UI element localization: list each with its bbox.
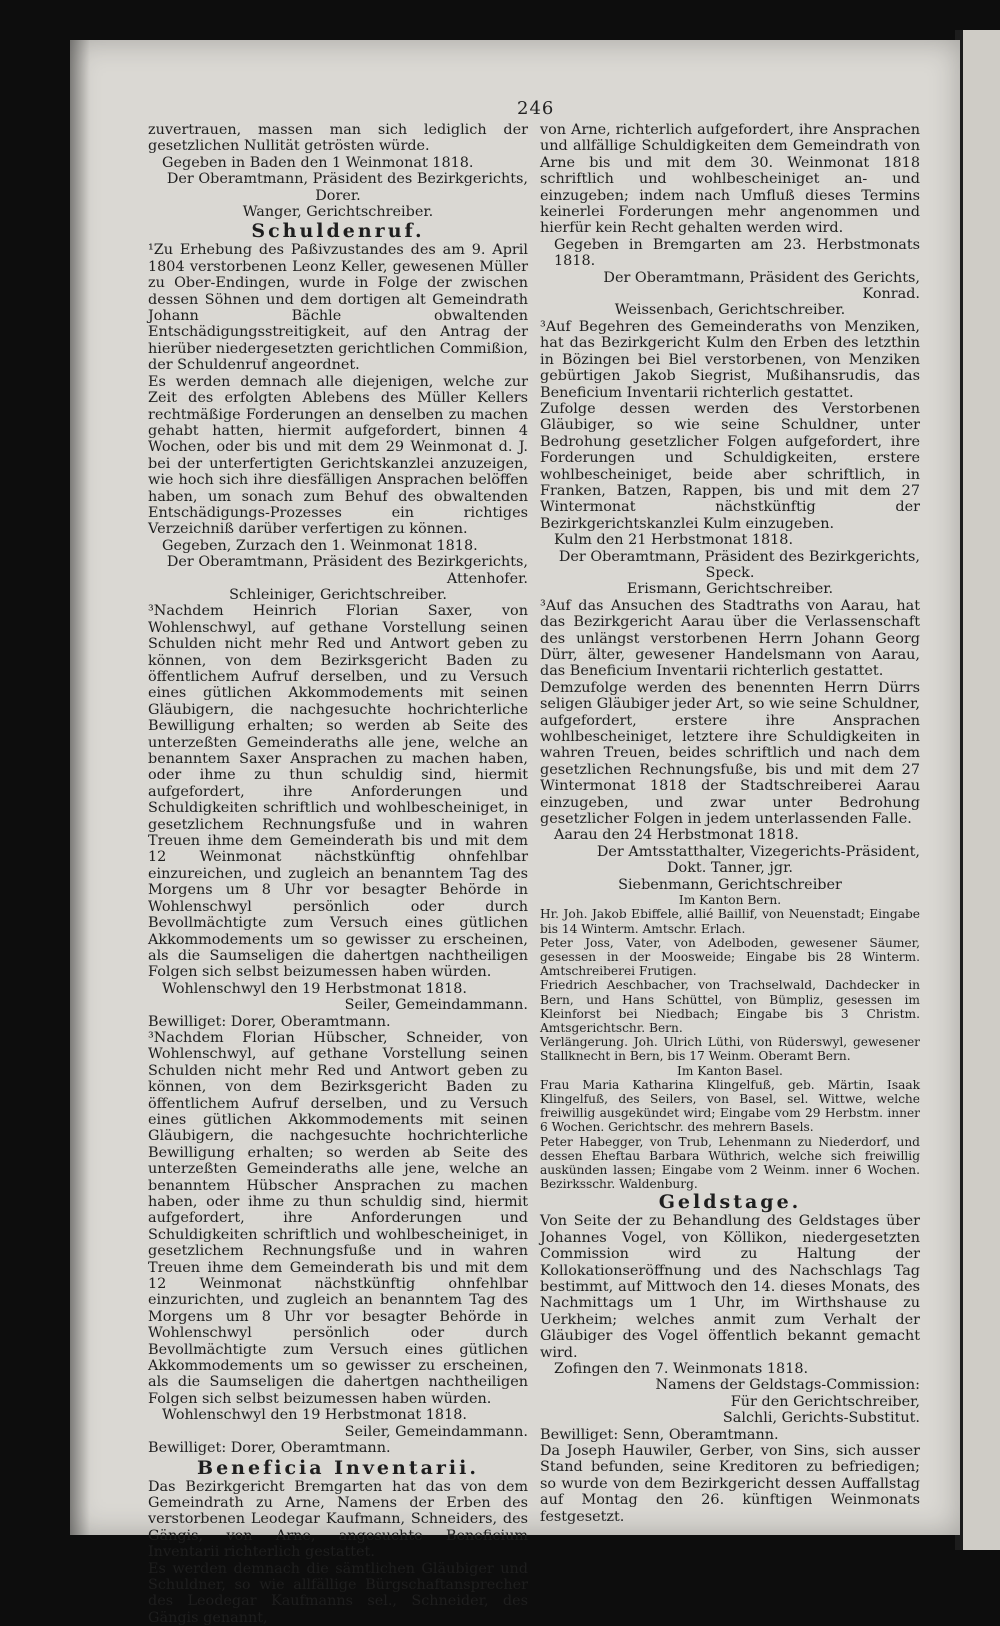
paragraph: ³Auf Begehren des Gemeinderaths von Menziken, hat das Bezirkgericht Kulm den Erben des letzthin in Bözingen bei Biel verstorbenen, von Menziken gebürtigen Jakob Siegrist, Mußihansrudis, das Beneficium Inventarii richterlich gestattet.	[540, 318, 920, 401]
paragraph: Aarau den 24 Herbstmonat 1818.	[554, 827, 799, 844]
next-page-edge	[960, 30, 1000, 1550]
paragraph: Peter Joss, Vater, von Adelboden, gewesener Säumer, gesessen in der Moosweide; Eingabe bis 28 Winterm. Amtschreiberei Frutigen.	[540, 935, 920, 979]
paragraph: Es werden demnach alle diejenigen, welche zur Zeit des erfolgten Ablebens des Müller Kellers rechtmäßige Forderungen an denselben zu machen gehabt hatten, hiermit aufgefordert, binnen 4 Wochen, oder bis und mit dem 29 Weinmonat d. J. bei der unterfertigten Gerichtskanzlei anzuzeigen, wie hoch sich ihre diesfälligen Ansprachen belöffen haben, um sonach zum Behuf des obwaltenden Entschädigungs-Prozesses ein richtiges Verzeichniß darüber verfertigen zu können.	[148, 373, 528, 538]
page-number: 246	[517, 98, 555, 119]
left-column	[148, 122, 528, 1626]
paragraph: von Arne, richterlich aufgefordert, ihre Ansprachen und allfällige Schuldigkeiten dem Gemeindrath von Arne bis und mit dem 30. Weinmonat 1818 schriftlich und wohlbescheiniget an- und einzugeben; indem nach Umfluß dieses Termins keinerlei Forderungen mehr angenommen und hierfür kein Recht gehalten werden wird.	[540, 122, 920, 237]
signature-line: Der Oberamtmann, Präsident des Bezirkgerichts,	[166, 554, 528, 571]
right-column	[540, 122, 920, 1525]
paragraph: Gegeben in Baden den 1 Weinmonat 1818.	[162, 154, 474, 171]
paragraph: Demzufolge werden des benennten Herrn Dürrs seligen Gläubiger jeder Art, so wie seine Schuldner, aufgefordert, erstere ihre Ansprachen wohlbescheiniget, letztere ihre Schuldigkeiten in wahren Treuen, beides schriftlich und nach dem gesetzlichen Rechnungsfuße, bis und mit dem 27 Wintermonat 1818 der Stadtschreiberei Aarau einzugeben, und zwar unter Bedrohung gesetzlicher Folgen in jedem unterlassenden Falle.	[540, 679, 920, 828]
signature-line: Für den Gerichtschreiber,	[730, 1393, 920, 1410]
centered-line: Dorer.	[315, 187, 361, 204]
paragraph: Friedrich Aeschbacher, von Trachselwald, Dachdecker in Bern, und Hans Schüttel, von Bümpliz, gesessen im Kleinforst bei Niedbach; Eingabe bis 3 Christm. Amtsgerichtschr. Bern.	[540, 978, 920, 1035]
paragraph: Gegeben, Zurzach den 1. Weinmonat 1818.	[162, 537, 478, 554]
paragraph: Es werden demnach die sämtlichen Gläubiger und Schuldner, so wie allfällige Bürgschaftansprecher des Leodegar Kaufmanns sel., Schneider, des Gängis genannt,	[148, 1560, 528, 1626]
signature-line: Attenhofer.	[446, 570, 528, 587]
signature-line: Der Oberamtmann, Präsident des Gerichts,	[603, 269, 920, 286]
signature-line: Seiler, Gemeindammann.	[344, 997, 528, 1014]
centered-line: Siebenmann, Gerichtschreiber	[618, 876, 842, 893]
signature-line: Salchli, Gerichts-Substitut.	[722, 1410, 920, 1427]
paragraph: Frau Maria Katharina Klingelfuß, geb. Märtin, Isaak Klingelfuß, des Seilers, von Basel, sel. Wittwe, welche freiwillig ausgekündet wird; Eingabe vom 29 Herbstm. inner 6 Wochen. Gerichtschr. des mehrern Basels.	[540, 1077, 920, 1135]
paragraph: Verlängerung. Joh. Ulrich Lüthi, von Rüderswyl, gewesener Stallknecht in Bern, bis 17 Weinm. Oberamt Bern.	[540, 1035, 920, 1064]
paragraph: Gegeben in Bremgarten am 23. Herbstmonats 1818.	[554, 236, 920, 270]
centered-line: Im Kanton Bern.	[678, 893, 782, 908]
signature-line: Der Amtsstatthalter, Vizegerichts-Präsident,	[596, 843, 920, 860]
section-heading: Geldstage.	[658, 1191, 802, 1214]
paragraph: zuvertrauen, massen man sich lediglich der gesetzlichen Nullität getrösten würde.	[148, 122, 528, 155]
paragraph: ³Auf das Ansuchen des Stadtraths von Aarau, hat das Bezirkgericht Aarau über die Verlassenschaft des unlängst verstorbenen Herrn Johann Georg Dürr, älter, gewesener Handelsmann von Aarau, das Beneficium Inventarii richterlich gestattet.	[540, 597, 920, 680]
section-heading: Beneficia Inventarii.	[197, 1456, 479, 1479]
paragraph: ¹Zu Erhebung des Paßivzustandes des am 9. April 1804 verstorbenen Leonz Keller, gewesenen Müller zu Ober-Endingen, wurde in Folge der zwischen dessen Söhnen und dem dortigen alt Gemeindrath Johann Bächle obwaltenden Entschädigungsstreitigkeit, auf den Antrag der hierüber niedergesetzten gerichtlichen Commißion, der Schuldenruf angeordnet.	[148, 242, 528, 374]
signature-line: Namens der Geldstags-Commission:	[655, 1377, 920, 1394]
centered-line: Wanger, Gerichtschreiber.	[242, 204, 434, 221]
centered-line: Im Kanton Basel.	[677, 1063, 783, 1078]
paragraph: Das Bezirkgericht Bremgarten hat das von dem Gemeindrath zu Arne, Namens der Erben des verstorbenen Leodegar Kaufmann, Schneiders, des Gängis, von Arne, angesuchte Beneficium Inventarii richterlich gestattet.	[148, 1478, 528, 1561]
centered-line: Speck.	[705, 564, 755, 581]
signature-line: Seiler, Gemeindammann.	[344, 1423, 528, 1440]
paragraph: Da Joseph Hauwiler, Gerber, von Sins, sich ausser Stand befunden, seine Kreditoren zu befriedigen; so wurde von dem Bezirkgericht dessen Auffallstag auf Montag den 26. künftigen Weinmonats festgesetzt.	[540, 1443, 920, 1525]
centered-line: Schleiniger, Gerichtschreiber.	[229, 586, 447, 603]
signature-line: Der Oberamtmann, Präsident des Bezirkgerichts,	[166, 171, 528, 188]
centered-line: Erismann, Gerichtschreiber.	[626, 581, 834, 598]
section-heading: Schuldenruf.	[251, 220, 425, 243]
paragraph: Zofingen den 7. Weinmonats 1818.	[554, 1361, 809, 1378]
paragraph: Hr. Joh. Jakob Ebiffele, allié Baillif, von Neuenstadt; Eingabe bis 14 Winterm. Amtschr. Erlach.	[540, 907, 920, 936]
signature-line: Konrad.	[862, 286, 920, 303]
paragraph: Zufolge dessen werden des Verstorbenen Gläubiger, so wie seine Schuldner, unter Bedrohung gesetzlicher Folgen aufgefordert, ihre Forderungen und Schuldigkeiten, erstere wohlbescheiniget, beide aber schriftlich, in Franken, Batzen, Rappen, bis und mit dem 27 Wintermonat nächstkünftig der Bezirkgerichtskanzlei Kulm einzugeben.	[540, 400, 920, 532]
paragraph: Peter Habegger, von Trub, Lehenmann zu Niederdorf, und dessen Eheftau Barbara Wüthrich, welche sich freiwillig auskünden lassen; Eingabe vom 2 Weinm. inner 6 Wochen. Bezirksschr. Waldenburg.	[540, 1134, 920, 1192]
paragraph: Bewilliget: Senn, Oberamtmann.	[540, 1426, 779, 1443]
centered-line: Dokt. Tanner, jgr.	[667, 860, 793, 877]
paragraph: Wohlenschwyl den 19 Herbstmonat 1818.	[162, 980, 467, 997]
page-shadow	[70, 40, 90, 1535]
paragraph: ³Nachdem Florian Hübscher, Schneider, von Wohlenschwyl, auf gethane Vorstellung seinen Schulden nicht mehr Red und Antwort geben zu können, von dem Bezirksgericht Baden zu öffentlichem Aufruf derselben, und zu Versuch eines gütlichen Akkommodements mit seinen Gläubigern, die nachgesuchte hochrichterliche Bewilligung erhalten; so werden ab Seite des unterzeßten Gemeinderaths alle jene, welche an benanntem Hübscher Ansprachen zu machen haben, oder ihme zu thun schuldig sind, hiermit aufgefordert, ihre Anforderungen und Schuldigkeiten schriftlich und wohlbescheiniget, in gesetzlichem Rechnungsfuße und in wahren Treuen ihme dem Gemeinderath bis und mit dem 12 Weinmonat nächstkünftig ohnfehlbar einzurichten, und zugleich an benanntem Tag des Morgens um 8 Uhr vor besagter Behörde in Wohlenschwyl persönlich oder durch Bevollmächtigte zum Versuch eines gütlichen Akkommodements um so gewisser zu erscheinen, als die Saumseligen die dahertgen nachtheiligen Folgen sich selbst beizumessen haben würden.	[148, 1029, 528, 1407]
paragraph: Bewilliget: Dorer, Oberamtmann.	[148, 1440, 391, 1457]
paragraph: Kulm den 21 Herbstmonat 1818.	[554, 532, 794, 549]
signature-line: Der Oberamtmann, Präsident des Bezirkgerichts,	[558, 548, 920, 565]
paragraph: Von Seite der zu Behandlung des Geldstages über Johannes Vogel, von Köllikon, niedergesetzten Commission wird zu Haltung der Kollokationseröffnung und des Nachschlags Tag bestimmt, auf Mittwoch den 14. dieses Monats, des Nachmittags um 1 Uhr, im Wirthshause zu Uerkheim; welches anmit zum Verhalt der Gläubiger des Vogel öffentlich bekannt gemacht wird.	[540, 1213, 920, 1361]
centered-line: Weissenbach, Gerichtschreiber.	[614, 302, 846, 319]
paragraph: ³Nachdem Heinrich Florian Saxer, von Wohlenschwyl, auf gethane Vorstellung seinen Schulden nicht mehr Red und Antwort geben zu können, von dem Bezirksgericht Baden zu öffentlichem Aufruf derselben, und zu Versuch eines gütlichen Akkommodements mit seinen Gläubigern, die nachgesuchte hochrichterliche Bewilligung erhalten; so werden ab Seite des unterzeßten Gemeinderaths alle jene, welche an benanntem Saxer Ansprachen zu machen haben, oder ihme zu thun schuldig sind, hiermit aufgefordert, ihre Anforderungen und Schuldigkeiten schriftlich und wohlbescheiniget, in gesetzlichem Rechnungsfuße und in wahren Treuen ihme dem Gemeinderath bis und mit dem 12 Weinmonat nächstkünftig ohnfehlbar einzureichen, und zugleich an benanntem Tag des Morgens um 8 Uhr vor besagter Behörde in Wohlenschwyl persönlich oder durch Bevollmächtigte zum Versuch eines gütlichen Akkommodements um so gewisser zu erscheinen, als die Saumseligen die dahertgen nachtheiligen Folgen sich selbst beizumessen haben würden.	[148, 603, 528, 981]
paragraph: Wohlenschwyl den 19 Herbstmonat 1818.	[162, 1407, 467, 1424]
paragraph: Bewilliget: Dorer, Oberamtmann.	[148, 1013, 391, 1030]
